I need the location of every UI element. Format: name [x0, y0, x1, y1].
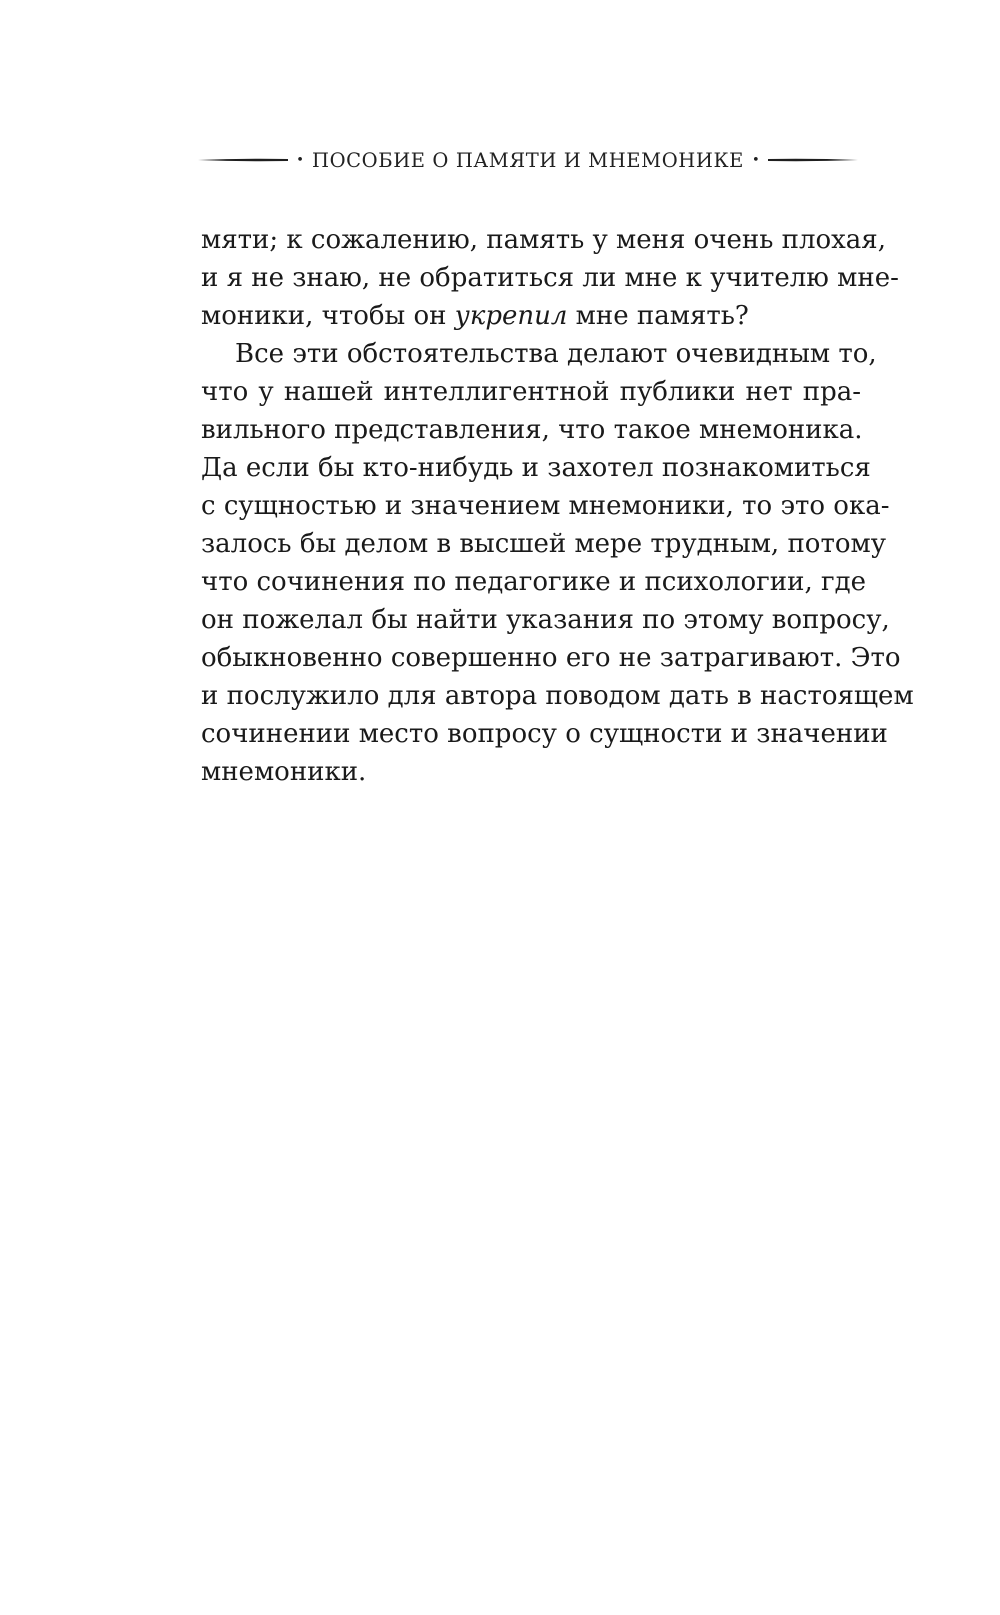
text-line-paragraph-end: мнемоники.	[201, 757, 367, 787]
text-line: Да если бы кто-нибудь и захотел познакомиться	[201, 453, 871, 483]
text-line: с сущностью и значением мнемоники, то это ока-	[201, 491, 890, 521]
text-line: и я не знаю, не обратиться ли мне к учителю мне-	[201, 263, 899, 293]
text-line: сочинении место вопросу о сущности и значении	[201, 719, 888, 749]
text-line: обыкновенно совершенно его не затрагивают. Это	[201, 643, 901, 673]
text-line: залось бы делом в высшей мере трудным, потому	[201, 529, 887, 559]
running-head-title: ПОСОБИЕ О ПАМЯТИ И МНЕМОНИКЕ	[311, 148, 745, 172]
right-ornament-bullet: •	[752, 152, 760, 168]
text-line-with-emphasis	[201, 297, 861, 335]
text-line: и послужило для автора поводом дать в настоящем	[201, 681, 914, 711]
left-ornament-bullet: •	[296, 152, 304, 168]
text-fragment: мне память?	[567, 301, 749, 331]
text-line: что сочинения по педагогике и психологии, где	[201, 567, 866, 597]
text-line: вильного представления, что такое мнемоника.	[201, 415, 863, 445]
left-ornament-rule	[198, 154, 288, 166]
right-ornament-rule	[768, 154, 858, 166]
text-fragment: моники, чтобы он	[201, 301, 455, 331]
text-line: мяти; к сожалению, память у меня очень плохая,	[201, 225, 886, 255]
text-line: что у нашей интеллигентной публики нет пра-	[201, 377, 861, 407]
text-line-paragraph-start: Все эти обстоятельства делают очевидным то,	[235, 339, 877, 369]
running-head	[208, 142, 848, 178]
body-text	[201, 221, 914, 791]
text-line: он пожелал бы найти указания по этому вопросу,	[201, 605, 890, 635]
emphasized-word: укрепил	[454, 301, 568, 331]
